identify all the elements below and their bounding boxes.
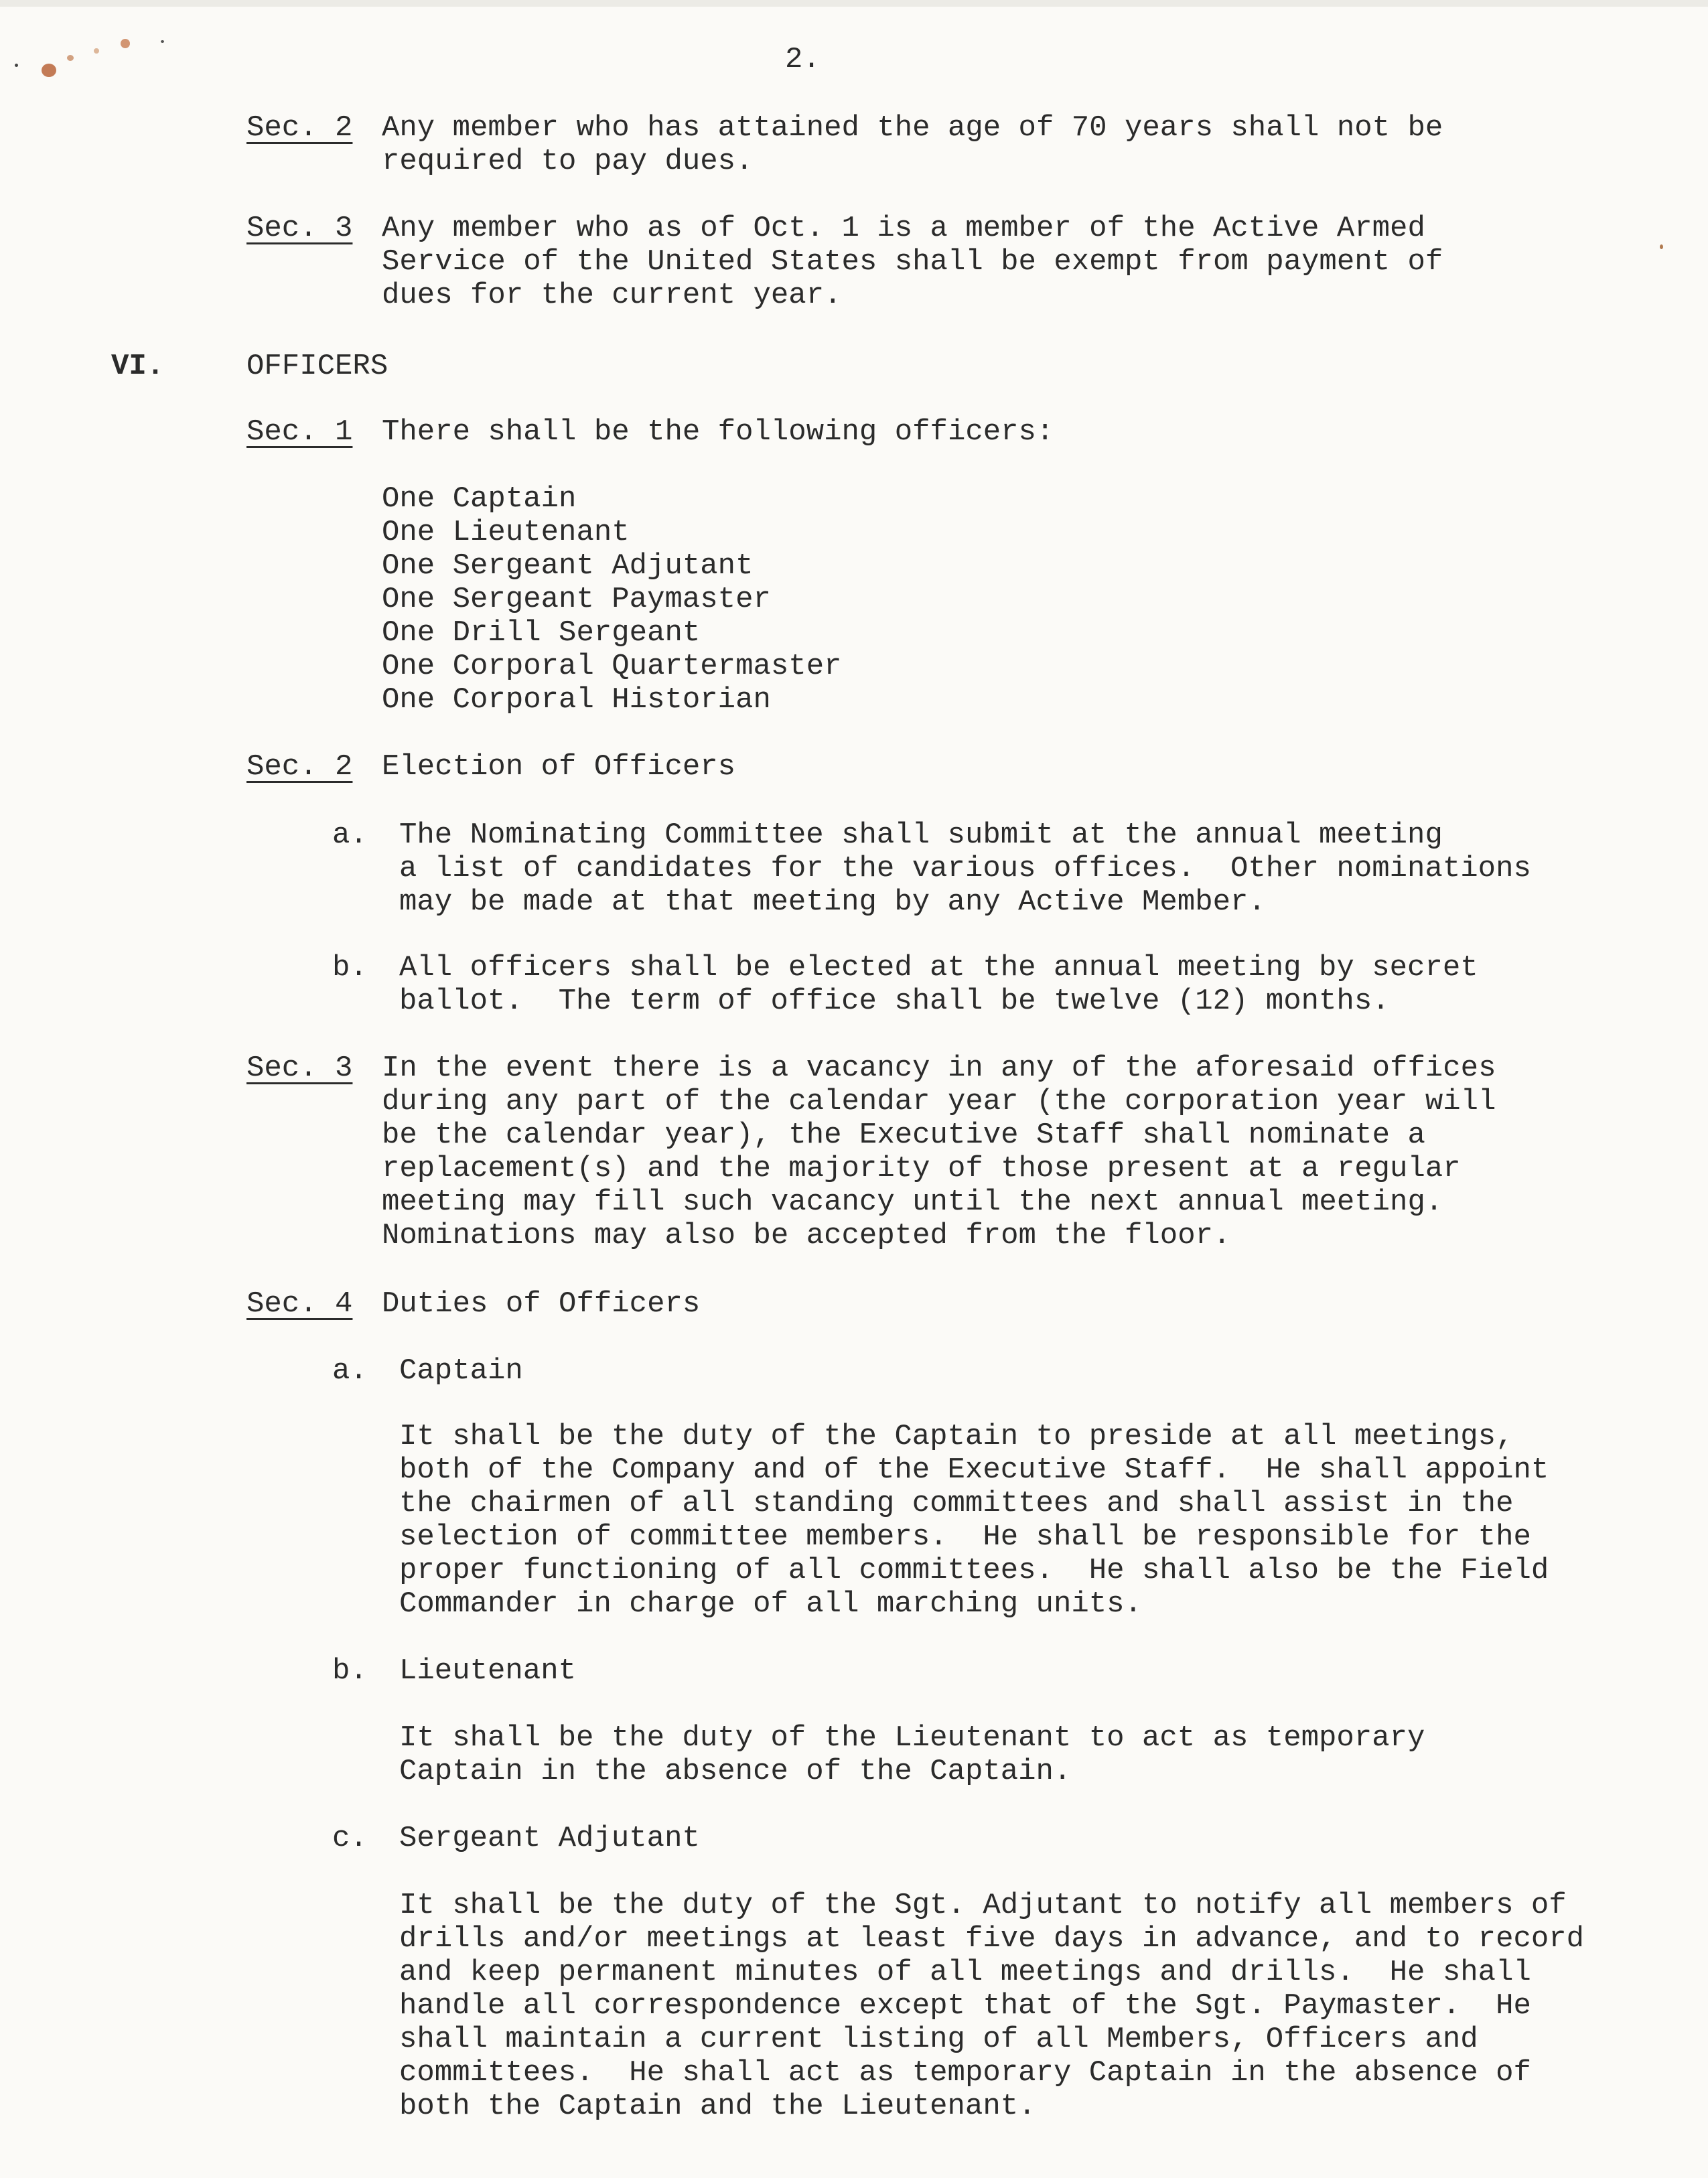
paragraph-line: may be made at that meeting by any Active Member. bbox=[399, 885, 1266, 919]
paragraph-line: and keep permanent minutes of all meetings and drills. He shall bbox=[399, 1956, 1531, 1989]
paragraph-line: Nominations may also be accepted from the floor. bbox=[382, 1219, 1231, 1252]
paragraph-line: It shall be the duty of the Lieutenant to act as temporary bbox=[399, 1721, 1425, 1755]
item-marker: c. bbox=[332, 1822, 368, 1855]
rust-stain bbox=[67, 55, 74, 61]
paragraph-line: a list of candidates for the various offices. Other nominations bbox=[399, 852, 1531, 885]
paragraph-line: be the calendar year), the Executive Staff shall nominate a bbox=[382, 1118, 1425, 1152]
paragraph-line: required to pay dues. bbox=[382, 145, 754, 178]
item-marker: a. bbox=[332, 818, 368, 852]
paragraph-line: handle all correspondence except that of the Sgt. Paymaster. He bbox=[399, 1989, 1531, 2023]
officer-list-item: One Lieutenant bbox=[382, 516, 630, 549]
paragraph-line: both of the Company and of the Executive Staff. He shall appoint bbox=[399, 1453, 1549, 1487]
paragraph-line: committees. He shall act as temporary Captain in the absence of bbox=[399, 2056, 1531, 2090]
section-title: Duties of Officers bbox=[382, 1287, 701, 1321]
sec-label: Sec. 4 bbox=[246, 1287, 353, 1321]
ink-speck bbox=[1660, 244, 1663, 249]
article-numeral: VI. bbox=[111, 350, 165, 383]
paragraph-line: In the event there is a vacancy in any of the aforesaid offices bbox=[382, 1051, 1496, 1085]
item-title: Captain bbox=[399, 1354, 523, 1388]
item-title: Sergeant Adjutant bbox=[399, 1822, 700, 1855]
officer-list-item: One Sergeant Paymaster bbox=[382, 583, 771, 616]
paragraph-line: All officers shall be elected at the annual meeting by secret bbox=[399, 951, 1478, 985]
officer-list-item: One Drill Sergeant bbox=[382, 616, 701, 650]
paragraph-line: Any member who has attained the age of 70 years shall not be bbox=[382, 111, 1443, 145]
sec-label: Sec. 3 bbox=[246, 1051, 353, 1085]
paragraph-line: Commander in charge of all marching units. bbox=[399, 1587, 1142, 1621]
paragraph-line: shall maintain a current listing of all Members, Officers and bbox=[399, 2023, 1478, 2056]
paragraph-line: Captain in the absence of the Captain. bbox=[399, 1755, 1072, 1788]
paragraph-line: Service of the United States shall be exempt from payment of bbox=[382, 245, 1443, 279]
sec-label: Sec. 3 bbox=[246, 212, 353, 245]
ink-speck bbox=[161, 40, 164, 43]
sec-label: Sec. 2 bbox=[246, 111, 353, 145]
paragraph-line: replacement(s) and the majority of those present at a regular bbox=[382, 1152, 1461, 1185]
rust-stain bbox=[42, 64, 56, 77]
sec-label: Sec. 2 bbox=[246, 750, 353, 784]
officer-list-item: One Captain bbox=[382, 482, 577, 516]
paragraph-line: It shall be the duty of the Sgt. Adjutant to notify all members of bbox=[399, 1889, 1567, 1922]
officer-list-item: One Sergeant Adjutant bbox=[382, 549, 754, 583]
rust-stain bbox=[121, 39, 130, 48]
paragraph-line: both the Captain and the Lieutenant. bbox=[399, 2090, 1036, 2123]
section-title: Election of Officers bbox=[382, 750, 736, 784]
officer-list-item: One Corporal Historian bbox=[382, 683, 771, 717]
paragraph-line: meeting may fill such vacancy until the next annual meeting. bbox=[382, 1185, 1443, 1219]
paragraph-line: proper functioning of all committees. He shall also be the Field bbox=[399, 1554, 1549, 1587]
sec-label: Sec. 1 bbox=[246, 415, 353, 449]
paragraph-line: dues for the current year. bbox=[382, 279, 842, 312]
rust-stain bbox=[94, 48, 99, 54]
item-marker: b. bbox=[332, 1654, 368, 1688]
paragraph-line: selection of committee members. He shall be responsible for the bbox=[399, 1520, 1531, 1554]
article-title: OFFICERS bbox=[246, 350, 388, 383]
item-title: Lieutenant bbox=[399, 1654, 577, 1688]
ink-speck bbox=[15, 64, 18, 67]
page-number: 2. bbox=[785, 43, 821, 76]
officer-list-item: One Corporal Quartermaster bbox=[382, 650, 842, 683]
paragraph-line: the chairmen of all standing committees and shall assist in the bbox=[399, 1487, 1514, 1520]
paragraph-line: during any part of the calendar year (the corporation year will bbox=[382, 1085, 1496, 1118]
paragraph-line: Any member who as of Oct. 1 is a member of the Active Armed bbox=[382, 212, 1425, 245]
item-marker: b. bbox=[332, 951, 368, 985]
paragraph-line: The Nominating Committee shall submit at the annual meeting bbox=[399, 818, 1443, 852]
paragraph-line: ballot. The term of office shall be twelve (12) months. bbox=[399, 985, 1390, 1018]
paragraph-line: There shall be the following officers: bbox=[382, 415, 1054, 449]
scan-edge bbox=[0, 0, 1708, 7]
paragraph-line: drills and/or meetings at least five days in advance, and to record bbox=[399, 1922, 1585, 1956]
paragraph-line: It shall be the duty of the Captain to preside at all meetings, bbox=[399, 1420, 1514, 1453]
item-marker: a. bbox=[332, 1354, 368, 1388]
